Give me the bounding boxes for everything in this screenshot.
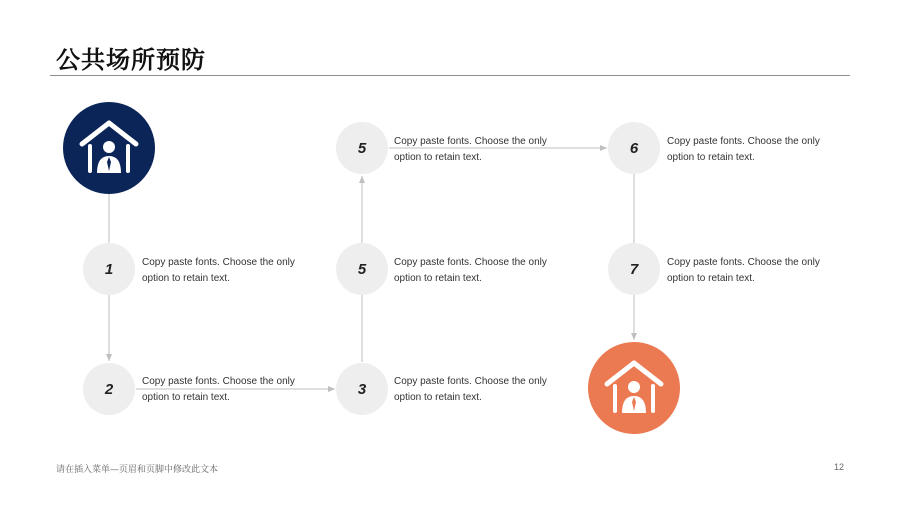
step-circle-2: 2 [83, 363, 135, 415]
step-circle-5-top: 5 [336, 122, 388, 174]
house-person-icon [603, 357, 665, 419]
step-circle-3: 3 [336, 363, 388, 415]
step-circle-7: 7 [608, 243, 660, 295]
step-text-6: Copy paste fonts. Choose the only option to retain text. [667, 136, 820, 163]
house-person-icon [78, 117, 140, 179]
step-text-3: Copy paste fonts. Choose the only option to retain text. [394, 376, 547, 403]
step-text-5-top: Copy paste fonts. Choose the only option to retain text. [394, 136, 547, 163]
start-home-circle [63, 102, 155, 194]
step-circle-1: 1 [83, 243, 135, 295]
step-circle-6: 6 [608, 122, 660, 174]
step-text-2: Copy paste fonts. Choose the only option to retain text. [142, 376, 295, 403]
page-number: 12 [834, 462, 845, 472]
footer-text: 请在插入菜单—页眉和页脚中修改此文本 [56, 465, 219, 475]
step-circle-5-middle: 5 [336, 243, 388, 295]
step-text-5-middle: Copy paste fonts. Choose the only option to retain text. [394, 257, 547, 284]
end-home-circle [588, 342, 680, 434]
step-text-7: Copy paste fonts. Choose the only option to retain text. [667, 257, 820, 284]
step-text-1: Copy paste fonts. Choose the only option to retain text. [142, 257, 295, 284]
slide-title: 公共场所预防 [56, 46, 206, 74]
